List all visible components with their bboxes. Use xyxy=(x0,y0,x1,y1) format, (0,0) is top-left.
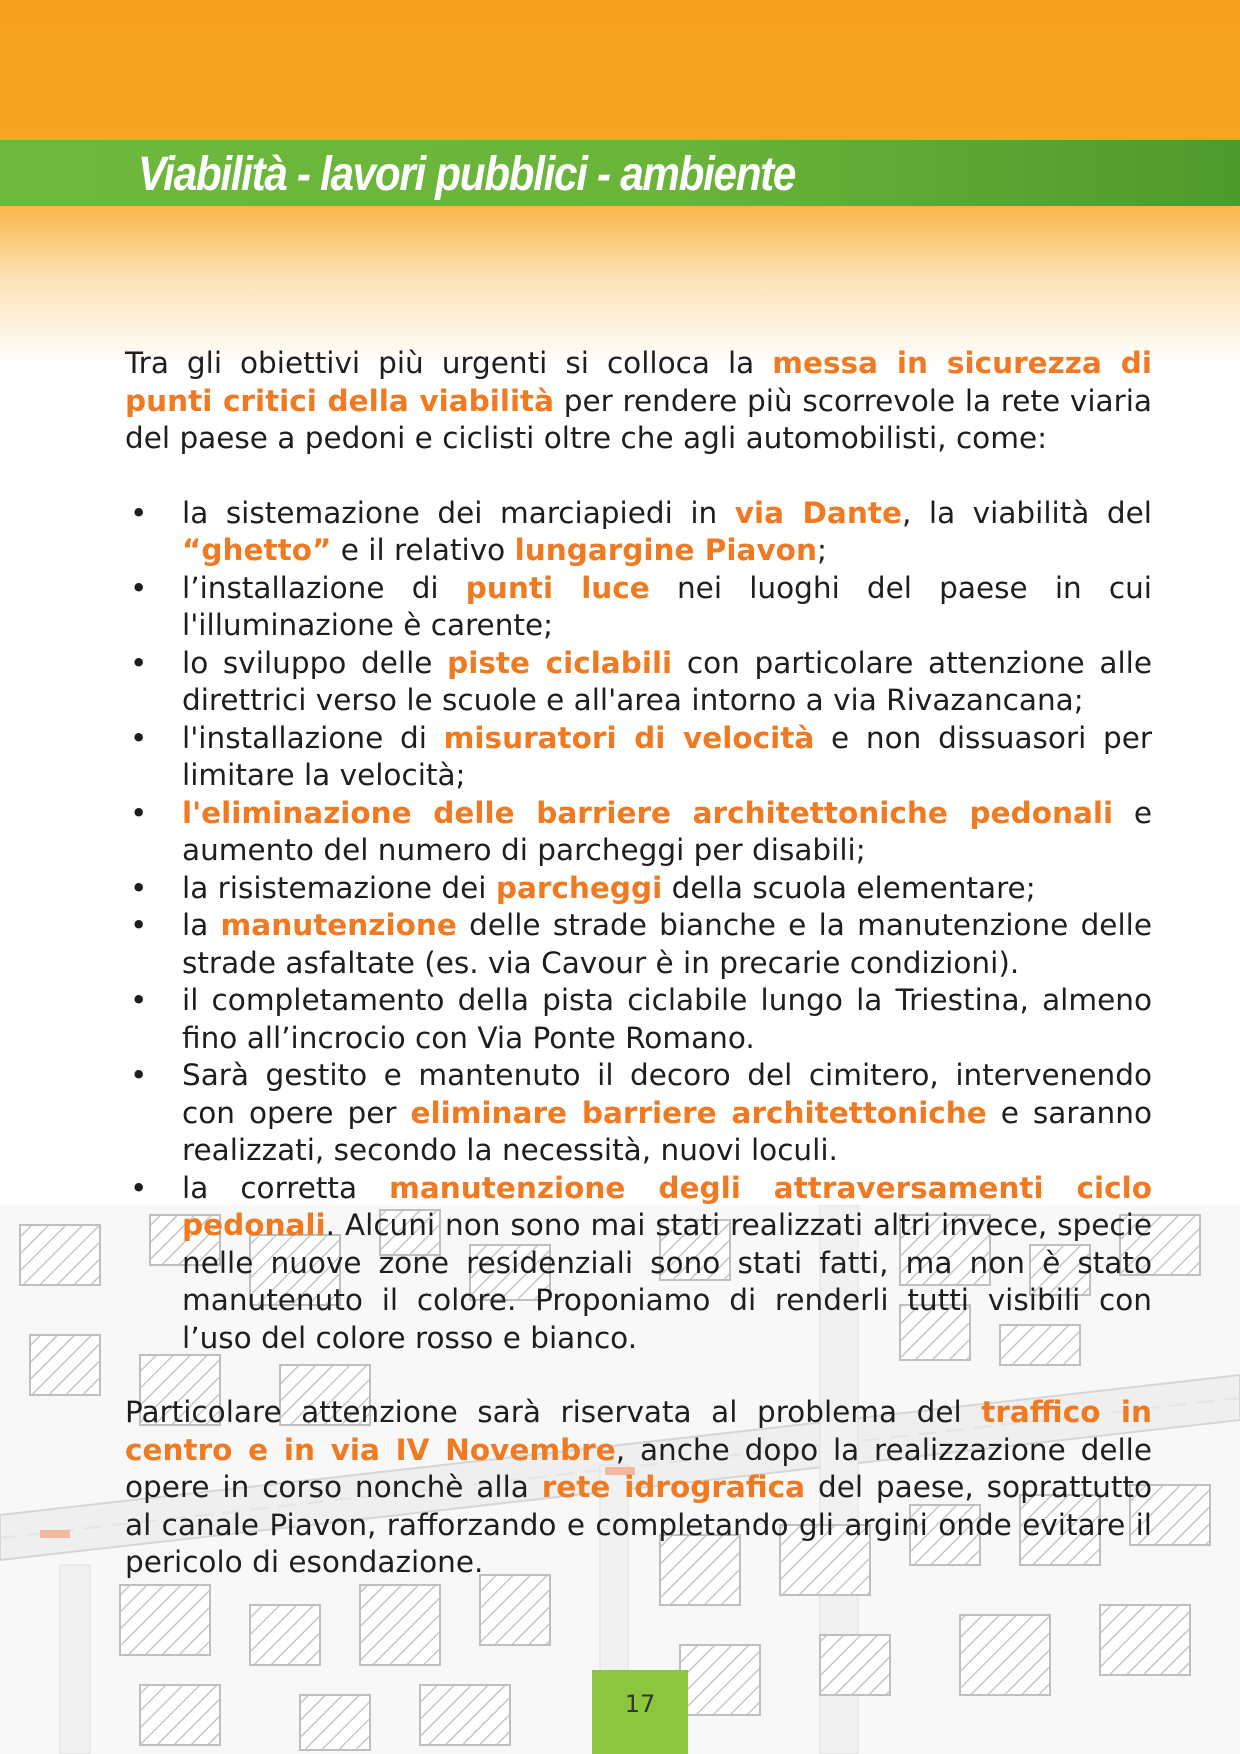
list-text: e saranno realizzati, secondo la necessità, nuovi loculi. xyxy=(182,1095,1152,1167)
list-highlight: piste ciclabili xyxy=(447,645,673,680)
list-text: della scuola elementare; xyxy=(662,870,1036,905)
closing-text: Particolare attenzione sarà riservata al problema del xyxy=(125,1395,982,1429)
list-text: Sarà gestito e mantenuto il decoro del cimitero, intervenendo con opere per xyxy=(182,1058,1152,1130)
list-text: la corretta xyxy=(182,1170,390,1205)
list-text: la risistemazione dei xyxy=(182,870,496,905)
intro-highlight: messa in sicurezza di punti critici della viabilità xyxy=(125,346,1152,418)
closing-highlight: rete idrografica xyxy=(541,1470,806,1504)
list-item xyxy=(125,570,1152,645)
intro-text: per rendere più scorrevole la rete viaria del paese a pedoni e ciclisti oltre che agli automobilisti, come: xyxy=(125,383,1152,455)
list-highlight: eliminare barriere architettoniche xyxy=(410,1095,987,1130)
list-highlight: punti luce xyxy=(465,570,650,605)
list-text: e aumento del numero di parcheggi per disabili; xyxy=(182,795,1152,867)
list-text: la xyxy=(182,908,221,942)
list-highlight: misuratori di velocità xyxy=(443,720,815,755)
list-item xyxy=(125,982,1152,1057)
list-text: e il relativo xyxy=(331,533,515,567)
main-content xyxy=(125,345,1152,1611)
header-fade xyxy=(0,206,1240,366)
list-text: . Alcuni non sono mai stati realizzati altri invece, specie nelle nuove zone residenziali sono stati fatti, ma non è stato manutenuto il colore. Proponiamo di renderli tutti visibili con l’uso del colore rosso e bianco. xyxy=(182,1208,1152,1355)
list-highlight: manutenzione degli attraversamenti ciclo pedonali xyxy=(182,1170,1152,1242)
list-item xyxy=(125,795,1152,870)
list-text: con particolare attenzione alle direttrici verso le scuole e all'area intorno a via Rivazancana; xyxy=(182,645,1152,717)
list-text: , la viabilità del xyxy=(901,495,1152,530)
list-text: la sistemazione dei marciapiedi in xyxy=(182,495,735,530)
header-orange-band xyxy=(0,0,1240,140)
list-text: delle strade bianche e la manutenzione delle strade asfaltate (es. via Cavour è in precarie condizioni). xyxy=(182,908,1152,980)
list-highlight: parcheggi xyxy=(495,870,663,905)
list-text: ; xyxy=(816,533,827,567)
list-highlight: lungargine Piavon xyxy=(514,533,817,567)
list-highlight: “ghetto” xyxy=(182,533,332,567)
closing-text: , anche dopo la realizzazione delle opere in corso nonchè alla xyxy=(125,1432,1153,1504)
list-item xyxy=(125,870,1152,908)
list-text: nei luoghi del paese in cui l'illuminazione è carente; xyxy=(182,570,1152,642)
list-item xyxy=(125,907,1152,982)
list-text: l’installazione di xyxy=(182,570,466,605)
list-text: e non dissuasori per limitare la velocità; xyxy=(182,720,1153,792)
page-number: 17 xyxy=(624,1690,656,1718)
intro-text: Tra gli obiettivi più urgenti si colloca la xyxy=(125,346,773,380)
closing-text: del paese, soprattutto al canale Piavon, rafforzando e completando gli argini onde evitare il pericolo di esondazione. xyxy=(125,1470,1153,1579)
list-text: l'installazione di xyxy=(182,720,444,755)
closing-highlight: traffico in centro e in via IV Novembre xyxy=(125,1395,1152,1467)
list-highlight: via Dante xyxy=(734,495,902,530)
intro-paragraph xyxy=(125,345,1152,458)
list-item xyxy=(125,645,1152,720)
list-text: il completamento della pista ciclabile lungo la Triestina, almeno fino all’incrocio con Via Ponte Romano. xyxy=(182,983,1152,1055)
page-title: Viabilità - lavori pubblici - ambiente xyxy=(138,148,796,201)
list-item xyxy=(125,1170,1152,1358)
list-text: lo sviluppo delle xyxy=(182,645,448,680)
list-item xyxy=(125,1057,1152,1170)
closing-paragraph xyxy=(125,1394,1152,1582)
list-highlight: l'eliminazione delle barriere architettoniche pedonali xyxy=(182,795,1114,830)
list-item xyxy=(125,720,1152,795)
objectives-list xyxy=(125,495,1152,1358)
list-item xyxy=(125,495,1152,570)
list-highlight: manutenzione xyxy=(220,908,457,942)
